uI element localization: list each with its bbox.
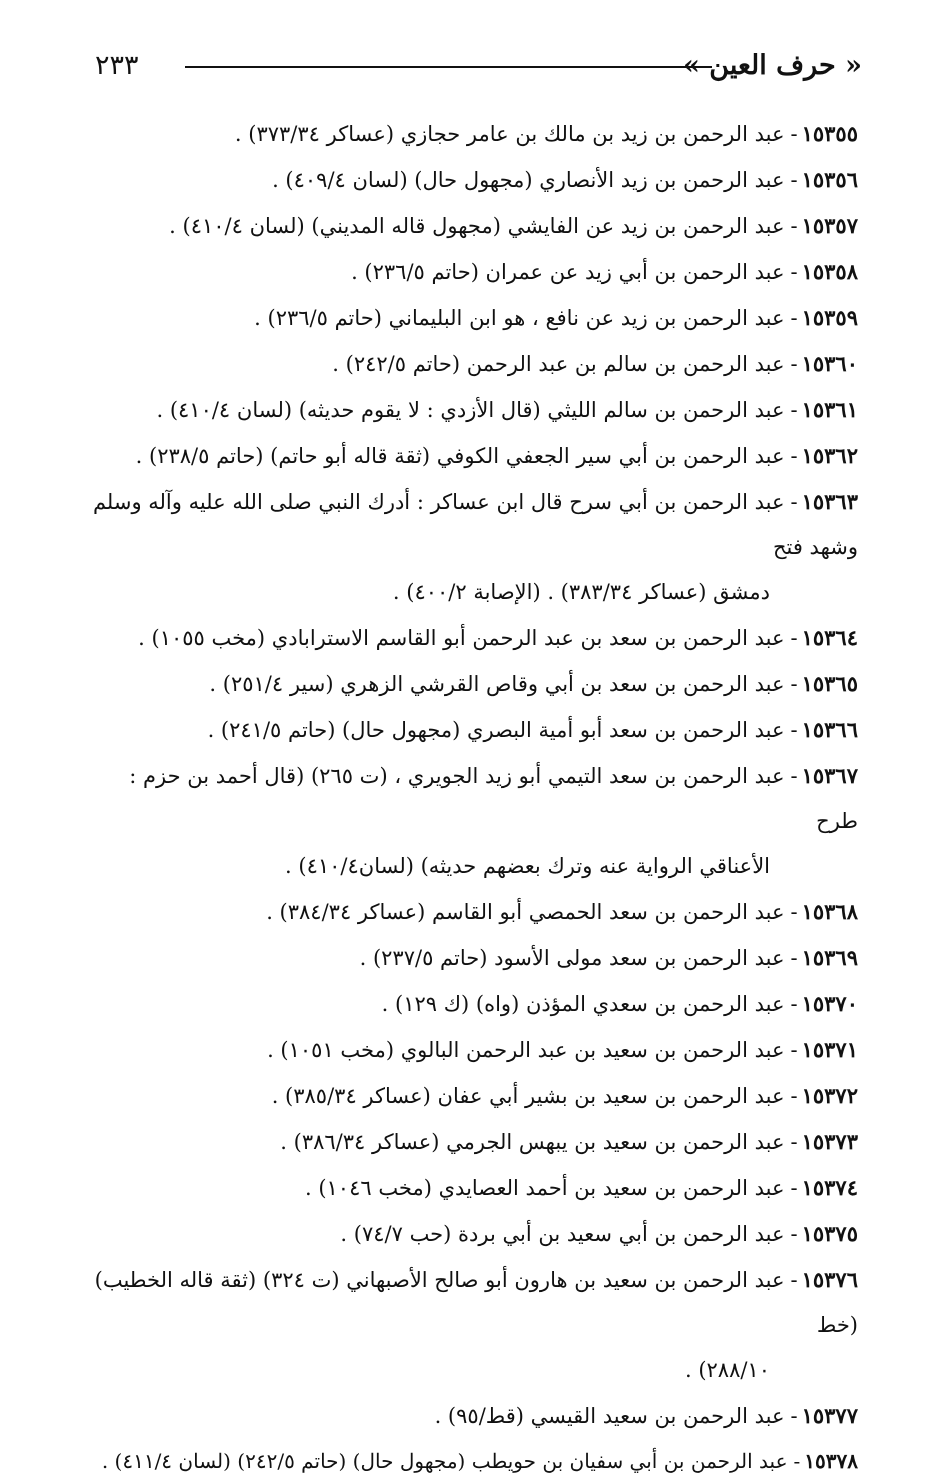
list-item: ١٥٣٧٢-عبد الرحمن بن سعيد بن بشير أبي عفان (عساكر ٣٨٥/٣٤) . — [271, 1083, 858, 1108]
entry-text: عبد الرحمن بن سعيد بن بشير أبي عفان (عساكر ٣٨٥/٣٤) . — [271, 1084, 785, 1108]
entry-number: ١٥٣٧٦ — [801, 1267, 858, 1292]
entry-continuation: الأعناقي الرواية عنه وترك بعضهم حديثه) (لسان٤١٠/٤) . — [285, 854, 770, 878]
entry-text: عبد الرحمن بن سعد الحمصي أبو القاسم (عساكر ٣٨٤/٣٤) . — [266, 900, 785, 924]
entry-text: عبد الرحمن بن زيد بن مالك بن عامر حجازي (عساكر ٣٧٣/٣٤) . — [234, 122, 785, 146]
list-item: ١٥٣٧٧-عبد الرحمن بن سعيد القيسي (قط/٩٥) . — [434, 1403, 858, 1428]
entry-text: عبد الرحمن بن أبي سير الجعفي الكوفي (ثقة قاله أبو حاتم) (حاتم ٢٣٨/٥) . — [135, 444, 785, 468]
entry-number: ١٥٣٥٦ — [801, 167, 858, 192]
list-item: ١٥٣٧١-عبد الرحمن بن سعيد بن عبد الرحمن البالوي (مخب ١٠٥١) . — [267, 1037, 858, 1062]
list-item: ١٥٣٦٢-عبد الرحمن بن أبي سير الجعفي الكوفي (ثقة قاله أبو حاتم) (حاتم ٢٣٨/٥) . — [135, 443, 858, 468]
entry-text: عبد الرحمن بن أبي سعيد بن أبي بردة (حب ٧٤/٧) . — [340, 1222, 785, 1246]
entry-number: ١٥٣٧٣ — [801, 1129, 858, 1154]
entry-number: ١٥٣٧٢ — [801, 1083, 858, 1108]
entry-number: ١٥٣٦٤ — [801, 625, 858, 650]
entry-number: ١٥٣٦٣ — [801, 489, 858, 514]
entry-text: عبد الرحمن بن سالم بن عبد الرحمن (حاتم ٢٤٢/٥) . — [332, 352, 785, 376]
entry-text: عبد الرحمن بن سعد مولى الأسود (حاتم ٢٣٧/٥) . — [359, 946, 785, 970]
entry-text: عبد الرحمن بن سالم الليثي (قال الأزدي : لا يقوم حديثه) (لسان ٤١٠/٤) . — [156, 398, 785, 422]
entry-text: عبد الرحمن بن أبي سرح قال ابن عساكر : أدرك النبي صلى الله عليه وآله وسلم وشهد فتح — [92, 490, 858, 559]
entry-text: عبد الرحمن بن زيد الأنصاري (مجهول حال) (لسان ٤٠٩/٤) . — [272, 168, 785, 192]
entry-text: عبد الرحمن بن سعيد بن هارون أبو صالح الأصبهاني (ت ٣٢٤) (ثقة قاله الخطيب) (خط — [94, 1268, 858, 1337]
entry-number: ١٥٣٦٦ — [801, 717, 858, 742]
entry-number: ١٥٣٥٧ — [801, 213, 858, 238]
page-header — [95, 44, 862, 88]
list-item: ١٥٣٧٦-عبد الرحمن بن سعيد بن هارون أبو صالح الأصبهاني (ت ٣٢٤) (ثقة قاله الخطيب) (خط ٢٨٨/١٠) . — [84, 1257, 858, 1393]
entry-text: عبد الرحمن بن سعد أبو أمية البصري (مجهول حال) (حاتم ٢٤١/٥) . — [207, 718, 785, 742]
running-head: « حرف العين » — [683, 50, 862, 81]
entry-text: عبد الرحمن بن سعدي المؤذن (واه) (ك ١٢٩) . — [381, 992, 785, 1016]
entry-text: عبد الرحمن بن سعيد القيسي (قط/٩٥) . — [434, 1404, 785, 1428]
entry-text: عبد الرحمن بن سعيد بن أحمد العصايدي (مخب ١٠٤٦) . — [304, 1176, 785, 1200]
entry-text: عبد الرحمن بن أبي زيد عن عمران (حاتم ٢٣٦/٥) . — [351, 260, 785, 284]
entry-number: ١٥٣٥٥ — [801, 121, 858, 146]
list-item: ١٥٣٥٥-عبد الرحمن بن زيد بن مالك بن عامر حجازي (عساكر ٣٧٣/٣٤) . — [234, 121, 858, 146]
entry-number: ١٥٣٦١ — [801, 397, 858, 422]
entry-number: ١٥٣٦٢ — [801, 443, 858, 468]
entry-number: ١٥٣٧٤ — [801, 1175, 858, 1200]
entry-text: عبد الرحمن بن سعد التيمي أبو زيد الجويري ، (ت ٢٦٥) (قال أحمد بن حزم : طرح — [129, 764, 858, 833]
entry-number: ١٥٣٧٥ — [801, 1221, 858, 1246]
list-item: ١٥٣٧٣-عبد الرحمن بن سعيد بن يبهس الجرمي (عساكر ٣٨٦/٣٤) . — [280, 1129, 858, 1154]
entry-number: ١٥٣٥٩ — [801, 305, 858, 330]
list-item: ١٥٣٧٠-عبد الرحمن بن سعدي المؤذن (واه) (ك ١٢٩) . — [381, 991, 858, 1016]
list-item: ١٥٣٧٤-عبد الرحمن بن سعيد بن أحمد العصايدي (مخب ١٠٤٦) . — [304, 1175, 858, 1200]
entry-number: ١٥٣٦٩ — [801, 945, 858, 970]
list-item: ١٥٣٦٠-عبد الرحمن بن سالم بن عبد الرحمن (حاتم ٢٤٢/٥) . — [332, 351, 858, 376]
entry-text: عبد الرحمن بن سعد بن أبي وقاص القرشي الزهري (سير ٢٥١/٤) . — [209, 672, 785, 696]
entry-text: عبد الرحمن بن سعد بن عبد الرحمن أبو القاسم الاسترابادي (مخب ١٠٥٥) . — [138, 626, 785, 650]
entry-continuation: ٢٨٨/١٠) . — [684, 1358, 770, 1382]
entry-text: عبد الرحمن بن سعيد بن عبد الرحمن البالوي (مخب ١٠٥١) . — [267, 1038, 785, 1062]
header-rule — [185, 66, 712, 68]
list-item: ١٥٣٦٩-عبد الرحمن بن سعد مولى الأسود (حاتم ٢٣٧/٥) . — [359, 945, 858, 970]
list-item: ١٥٣٦٨-عبد الرحمن بن سعد الحمصي أبو القاسم (عساكر ٣٨٤/٣٤) . — [266, 899, 858, 924]
entries-list — [84, 111, 858, 1484]
entry-number: ١٥٣٧١ — [801, 1037, 858, 1062]
entry-number: ١٥٣٧٠ — [801, 991, 858, 1016]
list-item: ١٥٣٧٥-عبد الرحمن بن أبي سعيد بن أبي بردة (حب ٧٤/٧) . — [340, 1221, 858, 1246]
entry-text: عبد الرحمن بن أبي سفيان بن حويطب (مجهول حال) (حاتم ٢٤٢/٥) (لسان ٤١١/٤) . — [101, 1449, 788, 1473]
entry-number: ١٥٣٦٠ — [801, 351, 858, 376]
page-number: ٢٣٣ — [95, 50, 139, 81]
entry-number: ١٥٣٥٨ — [801, 259, 858, 284]
entry-number: ١٥٣٧٧ — [801, 1403, 858, 1428]
entry-number: ١٥٣٦٨ — [801, 899, 858, 924]
entry-text: عبد الرحمن بن زيد عن الفايشي (مجهول قاله المديني) (لسان ٤١٠/٤) . — [169, 214, 785, 238]
entry-number: ١٥٣٦٧ — [801, 763, 858, 788]
list-item: ١٥٣٦١-عبد الرحمن بن سالم الليثي (قال الأزدي : لا يقوم حديثه) (لسان ٤١٠/٤) . — [156, 397, 858, 422]
entry-number: ١٥٣٧٨ — [804, 1449, 858, 1473]
entry-number: ١٥٣٦٥ — [801, 671, 858, 696]
list-item: ١٥٣٦٧-عبد الرحمن بن سعد التيمي أبو زيد الجويري ، (ت ٢٦٥) (قال أحمد بن حزم : طرح الأعناقي الرواية عنه وترك بعضهم حديثه) (لسان٤١٠/٤) . — [84, 753, 858, 889]
list-item: ١٥٣٦٣-عبد الرحمن بن أبي سرح قال ابن عساكر : أدرك النبي صلى الله عليه وآله وسلم وشهد فتح دمشق (عساكر ٣٨٣/٣٤) . (الإصابة ٤٠٠/٢) . — [84, 479, 858, 615]
list-item: ١٥٣٥٨-عبد الرحمن بن أبي زيد عن عمران (حاتم ٢٣٦/٥) . — [351, 259, 858, 284]
list-item: ١٥٣٦٦-عبد الرحمن بن سعد أبو أمية البصري (مجهول حال) (حاتم ٢٤١/٥) . — [207, 717, 858, 742]
list-item: ١٥٣٥٩-عبد الرحمن بن زيد عن نافع ، هو ابن البليماني (حاتم ٢٣٦/٥) . — [254, 305, 858, 330]
list-item: ١٥٣٥٧-عبد الرحمن بن زيد عن الفايشي (مجهول قاله المديني) (لسان ٤١٠/٤) . — [169, 213, 858, 238]
entry-text: عبد الرحمن بن سعيد بن يبهس الجرمي (عساكر ٣٨٦/٣٤) . — [280, 1130, 785, 1154]
list-item: ١٥٣٦٥-عبد الرحمن بن سعد بن أبي وقاص القرشي الزهري (سير ٢٥١/٤) . — [209, 671, 858, 696]
list-item: ١٥٣٥٦-عبد الرحمن بن زيد الأنصاري (مجهول حال) (لسان ٤٠٩/٤) . — [272, 167, 858, 192]
entry-text: عبد الرحمن بن زيد عن نافع ، هو ابن البليماني (حاتم ٢٣٦/٥) . — [254, 306, 785, 330]
entry-continuation: دمشق (عساكر ٣٨٣/٣٤) . (الإصابة ٤٠٠/٢) . — [392, 580, 770, 604]
list-item: ١٥٣٦٤-عبد الرحمن بن سعد بن عبد الرحمن أبو القاسم الاسترابادي (مخب ١٠٥٥) . — [138, 625, 858, 650]
list-item: ١٥٣٧٨-عبد الرحمن بن أبي سفيان بن حويطب (مجهول حال) (حاتم ٢٤٢/٥) (لسان ٤١١/٤) . — [101, 1449, 858, 1473]
